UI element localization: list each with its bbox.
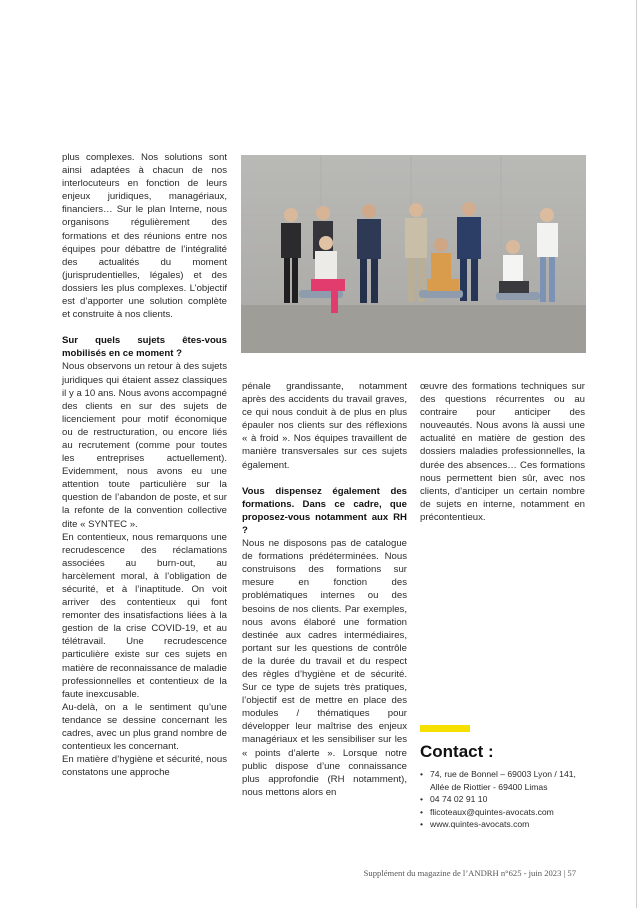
contact-box (420, 725, 590, 831)
interview-question: Vous dispensez également des formations. Dans ce cadre, que proposez-vous notamment aux RH ? (242, 485, 407, 536)
column-3 (420, 380, 585, 524)
page-footer: Supplément du magazine de l’ANDRH n°625 - juin 2023 | 57 (363, 868, 576, 878)
contact-address: • 74, rue de Bonnel – 69003 Lyon / 141, Allée de Riottier - 69400 Limas (420, 768, 590, 793)
contact-email[interactable]: • flicoteaux@quintes-avocats.com (420, 806, 590, 819)
paragraph: En matière d’hygiène et sécurité, nous constatons une approche (62, 754, 227, 779)
team-photo (241, 155, 586, 353)
column-1 (62, 151, 227, 779)
contact-title: Contact : (420, 742, 494, 761)
contact-website[interactable]: • www.quintes-avocats.com (420, 818, 590, 831)
paragraph: Nous ne disposons pas de catalogue de formations prédéterminées. Nous construisons des formations sur mesure en fonction des problématiques internes ou des besoins de nos clients. Par exemples, nous avons élaboré une formation destinée aux cadres intermédiaires, portant sur les questions de contrôle de la durée du travail et du respect des règles d’hygiène et de sécurité. Sur ce type de sujets très pratiques, l’objectif est de mettre en place des modules / thématiques pour développer leur maîtrise des enjeux managériaux et les sensibiliser sur les « points d’alerte ». Lorsque notre public dispose d’une connaissance plus approfondie (RH notamment), nous mettons alors en (242, 538, 407, 798)
contact-list (420, 768, 590, 831)
contact-phone: • 04 74 02 91 10 (420, 793, 590, 806)
paragraph: Au-delà, on a le sentiment qu’une tendance se dessine concernant les cadres, avec un plus grand nombre de contentieux les concernant. (62, 701, 227, 753)
team-photo-illustration (241, 155, 586, 353)
accent-bar (420, 725, 470, 732)
paragraph: Nous observons un retour à des sujets juridiques qui étaient assez classiques il y a 10 ans. Nous avons accompagné des clients en sur des sujets de licenciement pour motif économique ou de restructuration, ou encore liés au recrutement (comme pour toutes les entreprises actuellement). Evidemment, nous avons eu une attention toute particulière sur la question de l’abandon de poste, et sur la refonte de la convention collective dite « SYNTEC ». (62, 361, 227, 530)
column-2 (242, 380, 407, 799)
paragraph: En contentieux, nous remarquons une recrudescence des réclamations associées au burn-out, au harcèlement moral, à l’obligation de sécurité, et à l’inaptitude. On voit arriver des contentieux qui font remonter des insatisfactions liées à la gestion de la crise COVID-19, et au télétravail. Une recrudescence particulière existe sur ces sujets en matière de reconnaissance de maladie professionnelles et contentieux de la faute inexcusable. (62, 531, 227, 700)
paragraph: œuvre des formations techniques sur des questions récurrentes ou au contraire pour anticiper des nouveautés. Nous avons là aussi une actualité en matière de gestion des dossiers maladies professionnelles, la durée des absences… Ces formations nous permettent bien sûr, avec nos clients, d’anticiper un certain nombre de sujets en interne, notamment en précontentieux. (420, 381, 585, 523)
interview-question: Sur quels sujets êtes-vous mobilisés en ce moment ? (62, 335, 227, 360)
paragraph: plus complexes. Nos solutions sont ainsi adaptées à chacun de nos interlocuteurs en fonction de leurs enjeux juridiques, managériaux, financiers… Sur le plan Interne, nous organisons régulièrement des formations et des réunions entre nos équipes pour débattre de l’intégralité des actualités du moment (jurisprudentielles, légales) et des dossiers les plus complexes. L’objectif est d’apporter une solution complète et construite à nos clients. (62, 152, 227, 321)
paragraph: pénale grandissante, notamment après des accidents du travail graves, ce qui nous conduit à de plus en plus épauler nos clients sur des réflexions « à froid ». Nos équipes travaillent de manière transversales sur ces sujets également. (242, 381, 407, 471)
